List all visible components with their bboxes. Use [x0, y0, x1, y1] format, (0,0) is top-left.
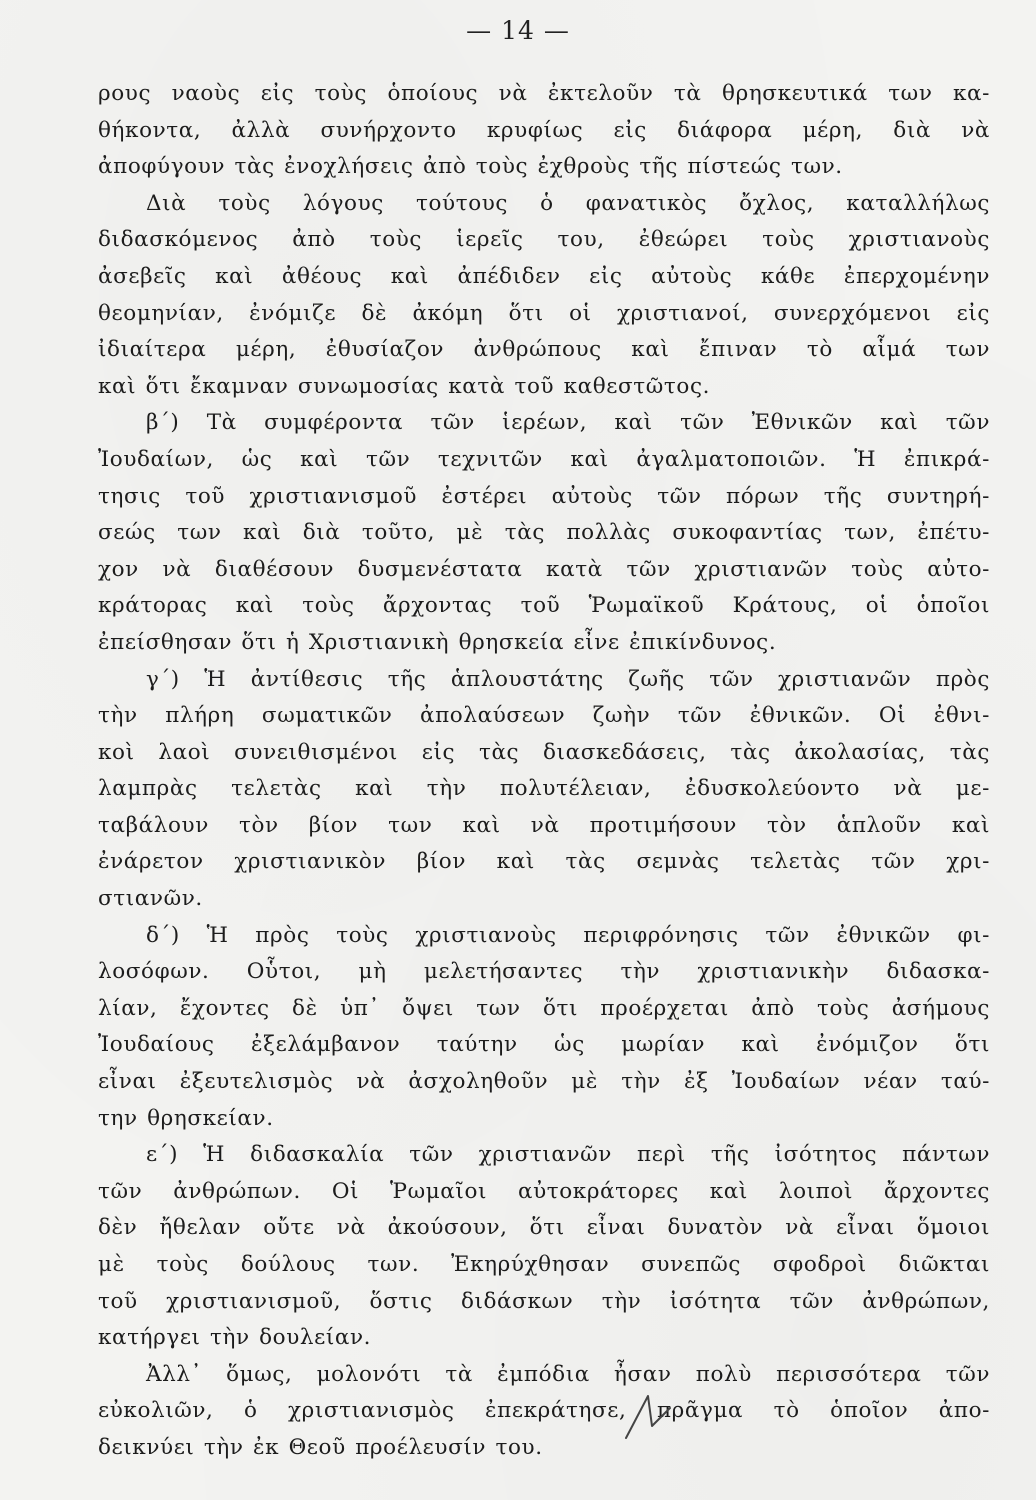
- text-line: χον νὰ διαθέσουν δυσμενέστατα κατὰ τῶν χριστιανῶν τοὺς αὐτο-: [98, 556, 990, 582]
- text-line: τησις τοῦ χριστιανισμοῦ ἐστέρει αὐτοὺς τῶν πόρων τῆς συντηρή-: [98, 483, 990, 509]
- text-line: ρους ναοὺς εἰς τοὺς ὁποίους νὰ ἐκτελοῦν τὰ θρησκευτικά των κα-: [98, 81, 990, 106]
- text-line: τῶν ἀνθρώπων. Οἱ Ῥωμαῖοι αὐτοκράτορες καὶ λοιποὶ ἄρχοντες: [98, 1178, 990, 1204]
- text-line: τὴν πλήρη σωματικῶν ἀπολαύσεων ζωὴν τῶν ἐθνικῶν. Οἱ ἐθνι-: [98, 703, 990, 729]
- text-line: λοσόφων. Οὗτοι, μὴ μελετήσαντες τὴν χριστιανικὴν διδασκα-: [98, 959, 990, 985]
- text-line: λαμπρὰς τελετὰς καὶ τὴν πολυτέλειαν, ἐδυσκολεύοντο νὰ με-: [98, 776, 990, 802]
- text-line: καὶ ὅτι ἔκαμναν συνωμοσίας κατὰ τοῦ καθεστῶτος.: [98, 373, 711, 399]
- text-line: ἀσεβεῖς καὶ ἀθέους καὶ ἀπέδιδεν εἰς αὐτοὺς κάθε ἐπερχομένην: [98, 263, 990, 289]
- text-line: διδασκόμενος ἀπὸ τοὺς ἱερεῖς του, ἐθεώρει τοὺς χριστιανοὺς: [98, 227, 990, 253]
- text-line: εἶναι ἐξευτελισμὸς νὰ ἀσχοληθοῦν μὲ τὴν ἐξ Ἰουδαίων νέαν ταύ-: [98, 1069, 990, 1095]
- text-line: σεώς των καὶ διὰ τοῦτο, μὲ τὰς πολλὰς συκοφαντίας των, ἐπέτυ-: [98, 520, 990, 546]
- text-line: μὲ τοὺς δούλους των. Ἐκηρύχθησαν συνεπῶς σφοδροὶ διῶκται: [98, 1252, 990, 1277]
- text-line: θήκοντα, ἀλλὰ συνήρχοντο κρυφίως εἰς διάφορα μέρη, διὰ νὰ: [98, 117, 990, 143]
- text-line: την θρησκείαν.: [98, 1105, 274, 1131]
- text-line: Διὰ τοὺς λόγους τούτους ὁ φανατικὸς ὄχλος, καταλλήλως: [146, 190, 990, 216]
- text-line: κατήργει τὴν δουλείαν.: [98, 1325, 372, 1351]
- text-line: κοὶ λαοὶ συνειθισμένοι εἰς τὰς διασκεδάσεις, τὰς ἀκολασίας, τὰς: [98, 739, 990, 765]
- text-line: θεομηνίαν, ἐνόμιζε δὲ ἀκόμη ὅτι οἱ χριστιανοί, συνερχόμενοι εἰς: [98, 300, 990, 326]
- text-line: ταβάλουν τὸν βίον των καὶ νὰ προτιμήσουν τὸν ἁπλοῦν καὶ: [98, 812, 990, 838]
- page-number: — 14 —: [466, 16, 570, 45]
- text-line: β΄) Τὰ συμφέροντα τῶν ἱερέων, καὶ τῶν Ἐθνικῶν καὶ τῶν: [146, 410, 990, 436]
- pen-mark-icon: [618, 1386, 678, 1446]
- text-line: Ἰουδαίων, ὡς καὶ τῶν τεχνιτῶν καὶ ἀγαλματοποιῶν. Ἡ ἐπικρά-: [98, 446, 990, 472]
- text-line: Ἰουδαίους ἐξελάμβανον ταύτην ὡς μωρίαν καὶ ἐνόμιζον ὅτι: [98, 1032, 990, 1058]
- body-text: [98, 76, 990, 1467]
- text-line: ε΄) Ἡ διδασκαλία τῶν χριστιανῶν περὶ τῆς ἰσότητος πάντων: [146, 1142, 990, 1168]
- text-line: λίαν, ἔχοντες δὲ ὑπ᾿ ὄψει των ὅτι προέρχεται ἀπὸ τοὺς ἀσήμους: [98, 995, 990, 1021]
- text-line: δεικνύει τὴν ἐκ Θεοῦ προέλευσίν του.: [98, 1434, 543, 1460]
- text-line: ἐπείσθησαν ὅτι ἡ Χριστιανικὴ θρησκεία εἶνε ἐπικίνδυνος.: [98, 629, 777, 655]
- text-line: δ΄) Ἡ πρὸς τοὺς χριστιανοὺς περιφρόνησις τῶν ἐθνικῶν φι-: [146, 922, 990, 948]
- text-line: ἰδιαίτερα μέρη, ἐθυσίαζον ἀνθρώπους καὶ ἔπιναν τὸ αἷμά των: [98, 337, 990, 363]
- text-line: γ΄) Ἡ ἀντίθεσις τῆς ἁπλουστάτης ζωῆς τῶν χριστιανῶν πρὸς: [146, 666, 990, 692]
- text-line: στιανῶν.: [98, 886, 203, 912]
- text-line: ἐνάρετον χριστιανικὸν βίον καὶ τὰς σεμνὰς τελετὰς τῶν χρι-: [98, 849, 990, 875]
- text-line: κράτορας καὶ τοὺς ἄρχοντας τοῦ Ῥωμαϊκοῦ Κράτους, οἱ ὁποῖοι: [98, 593, 990, 619]
- text-line: δὲν ἤθελαν οὔτε νὰ ἀκούσουν, ὅτι εἶναι δυνατὸν νὰ εἶναι ὅμοιοι: [98, 1215, 990, 1241]
- text-line: Ἀλλ᾿ ὅμως, μολονότι τὰ ἐμπόδια ἦσαν πολὺ περισσότερα τῶν: [146, 1361, 990, 1387]
- text-line: ἀποφύγουν τὰς ἐνοχλήσεις ἀπὸ τοὺς ἐχθροὺς τῆς πίστεώς των.: [98, 154, 843, 180]
- text-line: εὐκολιῶν, ὁ χριστιανισμὸς ἐπεκράτησε, πρᾶγμα τὸ ὁποῖον ἀπο-: [98, 1398, 990, 1424]
- text-line: τοῦ χριστιανισμοῦ, ὅστις διδάσκων τὴν ἰσότητα τῶν ἀνθρώπων,: [98, 1288, 990, 1314]
